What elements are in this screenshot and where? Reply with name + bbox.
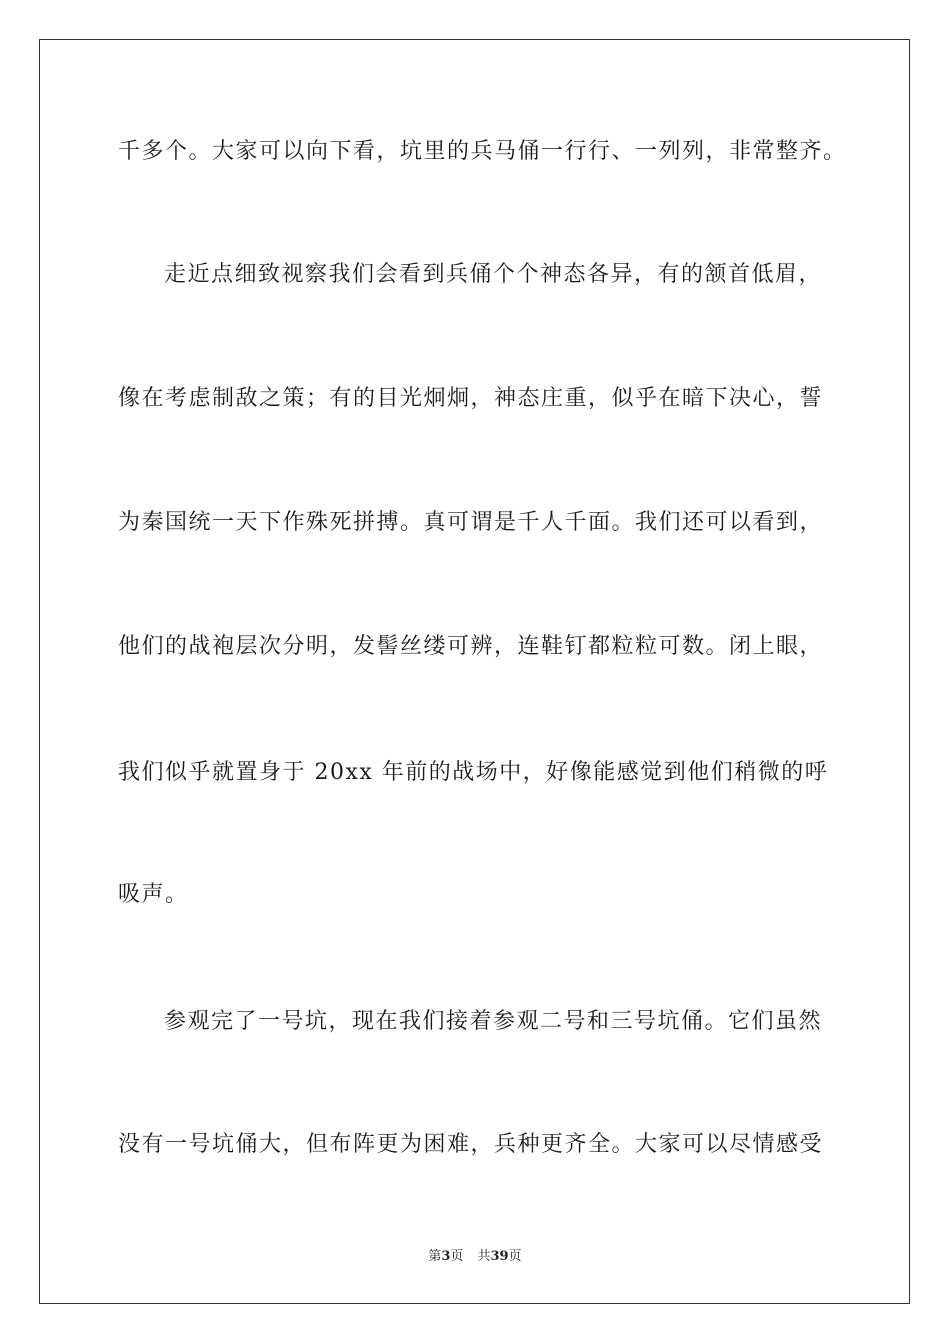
footer-page-suffix: 页 (450, 1249, 464, 1264)
text-line-7: 吸声。 (118, 882, 189, 907)
footer-page-prefix: 第 (428, 1249, 442, 1264)
footer-total-suffix: 页 (508, 1249, 522, 1264)
text-line-1: 千多个。大家可以向下看，坑里的兵马俑一行行、一列列，非常整齐。 (118, 139, 847, 164)
text-line-9: 没有一号坑俑大，但布阵更为困难，兵种更齐全。大家可以尽情感受 (118, 1132, 824, 1157)
footer-total-prefix: 共 (477, 1249, 491, 1264)
text-line-3: 像在考虑制敌之策；有的目光炯炯，神态庄重，似乎在暗下决心，誓 (118, 386, 824, 411)
page-border (39, 39, 910, 1304)
footer-page-number: 3 (441, 1249, 451, 1264)
text-line-5: 他们的战袍层次分明，发髻丝缕可辨，连鞋钉都粒粒可数。闭上眼， (118, 634, 824, 659)
footer-total-number: 39 (490, 1249, 509, 1264)
text-line-2: 走近点细致视察我们会看到兵俑个个神态各异，有的颔首低眉， (164, 262, 823, 287)
text-line-8: 参观完了一号坑，现在我们接着参观二号和三号坑俑。它们虽然 (164, 1009, 823, 1034)
page-footer (0, 1249, 950, 1265)
text-line-4: 为秦国统一天下作殊死拼搏。真可谓是千人千面。我们还可以看到， (118, 510, 824, 535)
text-line-6: 我们似乎就置身于 20xx 年前的战场中，好像能感觉到他们稍微的呼 (118, 760, 829, 785)
